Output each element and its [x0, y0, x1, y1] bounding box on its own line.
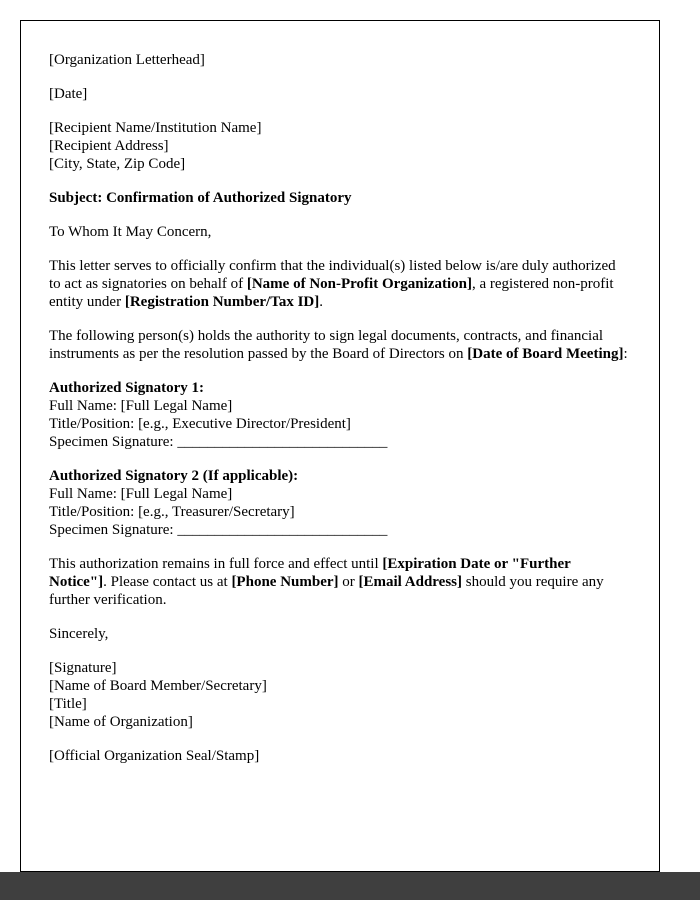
bottom-dark-strip	[0, 872, 700, 900]
text-segment: The following person(s) holds the authority to sign legal documents, contracts, and financial instruments as per the resolution passed by the Board of Directors on	[49, 328, 604, 362]
signatory1-block	[49, 379, 631, 451]
specimen-signature-label: Specimen Signature:	[49, 434, 178, 450]
closing-salutation: Sincerely,	[49, 626, 109, 642]
signatory2-block	[49, 467, 631, 539]
text-segment: This letter serves to officially confirm that the individual(s) listed below is/are duly authorized to act as signatories on behalf of	[49, 258, 616, 292]
signature-line: ____________________________	[177, 434, 388, 450]
salutation: To Whom It May Concern,	[49, 224, 212, 240]
signatory2-heading: Authorized Signatory 2 (If applicable):	[49, 468, 299, 484]
signatory1-heading: Authorized Signatory 1:	[49, 380, 204, 396]
letter-page	[20, 20, 660, 872]
seal-stamp-placeholder: [Official Organization Seal/Stamp]	[49, 748, 260, 764]
text-segment: . Please contact us at	[103, 574, 232, 590]
recipient-city-state-zip: [City, State, Zip Code]	[49, 156, 186, 172]
letterhead-placeholder: [Organization Letterhead]	[49, 52, 205, 68]
signatory2-specimen-row	[49, 521, 631, 539]
title-placeholder: [Title]	[49, 696, 87, 712]
confirmation-paragraph	[49, 257, 631, 311]
text-segment: or	[338, 574, 359, 590]
signatory1-full-name: Full Name: [Full Legal Name]	[49, 398, 233, 414]
recipient-name: [Recipient Name/Institution Name]	[49, 120, 262, 136]
signatory2-full-name: Full Name: [Full Legal Name]	[49, 486, 233, 502]
text-segment: :	[623, 346, 628, 362]
org-name-placeholder: [Name of Non-Profit Organization]	[246, 276, 472, 292]
signatory1-title: Title/Position: [e.g., Executive Director/President]	[49, 416, 351, 432]
recipient-address: [Recipient Address]	[49, 138, 169, 154]
text-segment: This authorization remains in full force and effect until	[49, 556, 383, 572]
signature-line: ____________________________	[177, 522, 388, 538]
text-segment: , a registered non-profit entity under	[49, 276, 614, 310]
validity-paragraph	[49, 555, 631, 609]
signature-block	[49, 659, 631, 731]
signatory1-specimen-row	[49, 433, 631, 451]
text-segment: .	[319, 294, 324, 310]
signature-placeholder: [Signature]	[49, 660, 117, 676]
signatory2-title: Title/Position: [e.g., Treasurer/Secretary]	[49, 504, 295, 520]
organization-name-placeholder: [Name of Organization]	[49, 714, 193, 730]
board-meeting-date-placeholder: [Date of Board Meeting]	[467, 346, 624, 362]
expiration-date-placeholder: [Expiration Date or "Further Notice"]	[49, 556, 571, 590]
authority-paragraph	[49, 327, 631, 363]
specimen-signature-label: Specimen Signature:	[49, 522, 178, 538]
phone-number-placeholder: [Phone Number]	[231, 574, 339, 590]
subject-line: Subject: Confirmation of Authorized Signatory	[49, 190, 352, 206]
registration-id-placeholder: [Registration Number/Tax ID]	[124, 294, 320, 310]
email-address-placeholder: [Email Address]	[358, 574, 462, 590]
board-member-name-placeholder: [Name of Board Member/Secretary]	[49, 678, 267, 694]
date-line: [Date]	[49, 86, 88, 102]
recipient-block	[49, 119, 631, 173]
text-segment: should you require any further verification.	[49, 574, 604, 608]
